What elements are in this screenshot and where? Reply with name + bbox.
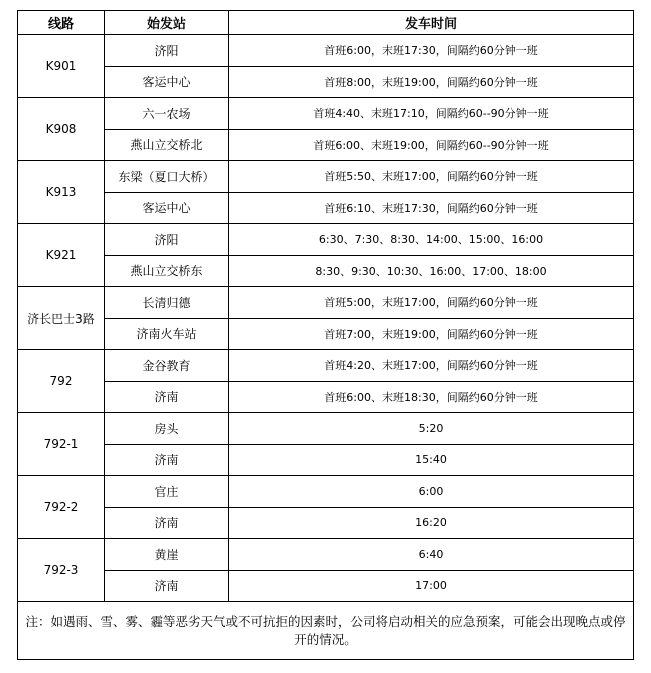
station-name: 燕山立交桥北 (105, 129, 229, 161)
station-name: 客运中心 (105, 66, 229, 98)
station-name: 房头 (105, 413, 229, 445)
departure-time: 6:30、7:30、8:30、14:00、15:00、16:00 (229, 224, 634, 256)
departure-time: 首班6:00、末班18:30，间隔约60分钟一班 (229, 381, 634, 413)
table-row (18, 129, 634, 161)
departure-time: 首班5:50、末班17:00，间隔约60分钟一班 (229, 161, 634, 193)
departure-time: 首班6:00、末班19:00，间隔约60--90分钟一班 (229, 129, 634, 161)
bus-schedule-table (17, 10, 634, 660)
table-row (18, 192, 634, 224)
departure-time: 6:00 (229, 476, 634, 508)
table-row (18, 255, 634, 287)
station-name: 济南 (105, 444, 229, 476)
header-time: 发车时间 (229, 11, 634, 35)
table-row (18, 98, 634, 130)
route-name: 792-2 (18, 476, 105, 539)
station-name: 客运中心 (105, 192, 229, 224)
departure-time: 首班6:00，末班17:30，间隔约60分钟一班 (229, 35, 634, 67)
route-name: K913 (18, 161, 105, 224)
station-name: 济阳 (105, 35, 229, 67)
departure-time: 8:30、9:30、10:30、16:00、17:00、18:00 (229, 255, 634, 287)
station-name: 长清归德 (105, 287, 229, 319)
departure-time: 首班8:00，末班19:00，间隔约60分钟一班 (229, 66, 634, 98)
departure-time: 5:20 (229, 413, 634, 445)
table-row (18, 318, 634, 350)
route-name: 济长巴士3路 (18, 287, 105, 350)
station-name: 金谷教育 (105, 350, 229, 382)
table-row (18, 287, 634, 319)
table-row (18, 35, 634, 67)
table-row (18, 539, 634, 571)
station-name: 燕山立交桥东 (105, 255, 229, 287)
station-name: 六一农场 (105, 98, 229, 130)
table-row (18, 224, 634, 256)
departure-time: 首班4:20、末班17:00，间隔约60分钟一班 (229, 350, 634, 382)
departure-time: 17:00 (229, 570, 634, 602)
departure-time: 首班7:00，末班19:00，间隔约60分钟一班 (229, 318, 634, 350)
route-name: 792-3 (18, 539, 105, 602)
table-row (18, 350, 634, 382)
station-name: 官庄 (105, 476, 229, 508)
header-route: 线路 (18, 11, 105, 35)
note-row (18, 602, 634, 660)
table-row (18, 381, 634, 413)
table-row (18, 476, 634, 508)
table-row (18, 66, 634, 98)
table-row (18, 161, 634, 193)
station-name: 东梁（夏口大桥） (105, 161, 229, 193)
table-row (18, 413, 634, 445)
route-name: K921 (18, 224, 105, 287)
station-name: 济南 (105, 381, 229, 413)
route-name: 792-1 (18, 413, 105, 476)
header-station: 始发站 (105, 11, 229, 35)
station-name: 济南火车站 (105, 318, 229, 350)
departure-time: 16:20 (229, 507, 634, 539)
note-text: 注：如遇雨、雪、雾、霾等恶劣天气或不可抗拒的因素时，公司将启动相关的应急预案，可能会出现晚点或停开的情况。 (18, 602, 634, 660)
station-name: 济阳 (105, 224, 229, 256)
route-name: K908 (18, 98, 105, 161)
departure-time: 6:40 (229, 539, 634, 571)
departure-time: 首班5:00，末班17:00，间隔约60分钟一班 (229, 287, 634, 319)
station-name: 济南 (105, 570, 229, 602)
departure-time: 15:40 (229, 444, 634, 476)
departure-time: 首班6:10、末班17:30，间隔约60分钟一班 (229, 192, 634, 224)
station-name: 黄崖 (105, 539, 229, 571)
table-row (18, 444, 634, 476)
header-row (18, 11, 634, 35)
station-name: 济南 (105, 507, 229, 539)
table-row (18, 570, 634, 602)
table-row (18, 507, 634, 539)
route-name: K901 (18, 35, 105, 98)
route-name: 792 (18, 350, 105, 413)
departure-time: 首班4:40、末班17:10，间隔约60--90分钟一班 (229, 98, 634, 130)
